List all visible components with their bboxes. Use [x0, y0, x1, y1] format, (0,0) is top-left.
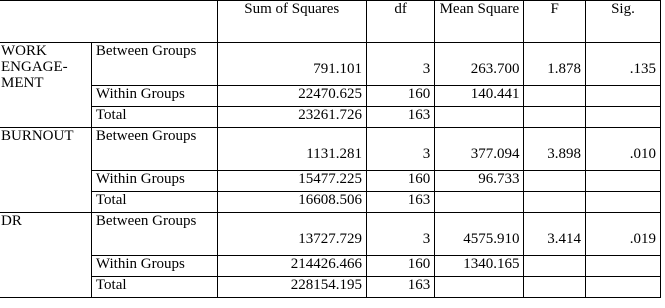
source-label: Within Groups	[91, 171, 217, 192]
sum-of-squares-cell: 22470.625	[217, 86, 366, 107]
source-label: Within Groups	[91, 256, 217, 277]
df-cell: 3	[366, 128, 434, 171]
sum-of-squares-cell: 15477.225	[217, 171, 366, 192]
df-cell: 163	[366, 107, 434, 128]
table-row	[0, 256, 661, 277]
variable-label-dr: DR	[0, 213, 91, 298]
df-cell: 163	[366, 277, 434, 298]
source-label: Between Groups	[91, 43, 217, 86]
sig-cell	[585, 171, 660, 192]
mean-square-cell: 96.733	[435, 171, 524, 192]
sig-cell: .010	[585, 128, 660, 171]
f-cell	[524, 86, 586, 107]
table-row	[0, 171, 661, 192]
source-label: Between Groups	[91, 128, 217, 171]
table-row	[0, 192, 661, 213]
header-f: F	[524, 1, 586, 43]
sum-of-squares-cell: 13727.729	[217, 213, 366, 256]
mean-square-cell	[435, 277, 524, 298]
sum-of-squares-cell: 791.101	[217, 43, 366, 86]
f-cell	[524, 171, 586, 192]
sig-cell: .019	[585, 213, 660, 256]
sum-of-squares-cell: 228154.195	[217, 277, 366, 298]
mean-square-cell	[435, 107, 524, 128]
f-cell: 1.878	[524, 43, 586, 86]
sig-cell	[585, 277, 660, 298]
sum-of-squares-cell: 16608.506	[217, 192, 366, 213]
header-sum-of-squares: Sum of Squares	[217, 1, 366, 43]
sum-of-squares-cell: 23261.726	[217, 107, 366, 128]
sig-cell: .135	[585, 43, 660, 86]
df-cell: 163	[366, 192, 434, 213]
table-row	[0, 43, 661, 86]
header-sig: Sig.	[585, 1, 660, 43]
df-cell: 160	[366, 86, 434, 107]
table-row	[0, 213, 661, 256]
mean-square-cell: 377.094	[435, 128, 524, 171]
mean-square-cell	[435, 192, 524, 213]
table-row	[0, 107, 661, 128]
variable-label-work-engagement: WORK ENGAGE- MENT	[0, 43, 91, 128]
table-row	[0, 128, 661, 171]
sig-cell	[585, 107, 660, 128]
f-cell	[524, 107, 586, 128]
header-corner-cell	[0, 1, 217, 43]
table-row	[0, 277, 661, 298]
df-cell: 3	[366, 43, 434, 86]
source-label: Total	[91, 277, 217, 298]
source-label: Between Groups	[91, 213, 217, 256]
df-cell: 160	[366, 256, 434, 277]
df-cell: 3	[366, 213, 434, 256]
sum-of-squares-cell: 214426.466	[217, 256, 366, 277]
sig-cell	[585, 86, 660, 107]
variable-label-burnout: BURNOUT	[0, 128, 91, 213]
f-cell	[524, 277, 586, 298]
mean-square-cell: 1340.165	[435, 256, 524, 277]
source-label: Total	[91, 107, 217, 128]
header-df: df	[366, 1, 434, 43]
mean-square-cell: 263.700	[435, 43, 524, 86]
f-cell: 3.414	[524, 213, 586, 256]
mean-square-cell: 4575.910	[435, 213, 524, 256]
f-cell: 3.898	[524, 128, 586, 171]
table-row	[0, 86, 661, 107]
header-mean-square: Mean Square	[435, 1, 524, 43]
header-row	[0, 1, 661, 43]
f-cell	[524, 192, 586, 213]
sum-of-squares-cell: 1131.281	[217, 128, 366, 171]
df-cell: 160	[366, 171, 434, 192]
sig-cell	[585, 256, 660, 277]
mean-square-cell: 140.441	[435, 86, 524, 107]
f-cell	[524, 256, 586, 277]
source-label: Total	[91, 192, 217, 213]
sig-cell	[585, 192, 660, 213]
source-label: Within Groups	[91, 86, 217, 107]
